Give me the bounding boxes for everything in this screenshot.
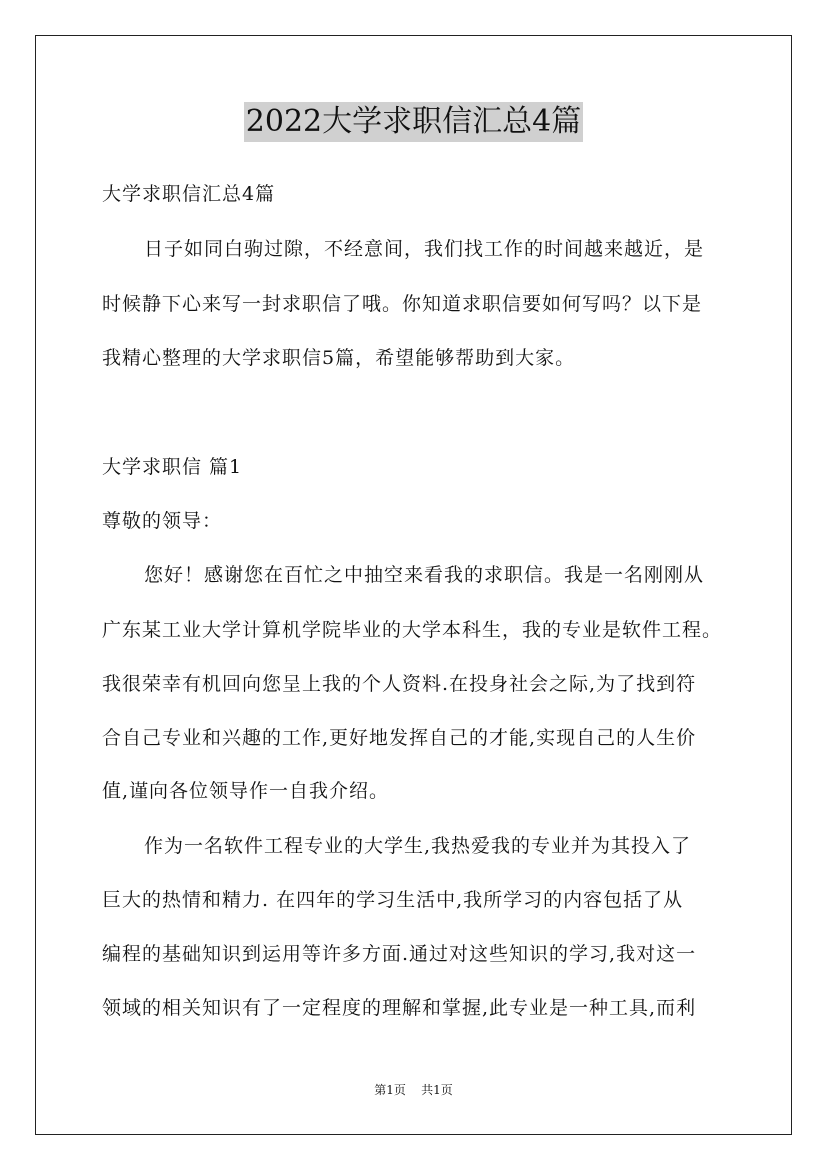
document-title: 2022大学求职信汇总4篇: [244, 102, 583, 142]
para2-line-4: 领域的相关知识有了一定程度的理解和掌握,此专业是一种工具,而利: [102, 997, 697, 1019]
salutation: 尊敬的领导：: [102, 510, 223, 532]
intro-line-3: 我精心整理的大学求职信5篇，希望能够帮助到大家。: [102, 347, 576, 369]
section-heading: 大学求职信 篇1: [102, 456, 243, 478]
para2-line-1: 作为一名软件工程专业的大学生,我热爱我的专业并为其投入了: [144, 835, 692, 857]
para1-line-2: 广东某工业大学计算机学院毕业的大学本科生，我的专业是软件工程。: [102, 619, 723, 641]
para1-line-5: 值,谨向各位领导作一自我介绍。: [102, 780, 390, 802]
page-total: 共1页: [421, 1083, 453, 1097]
page-footer: [0, 1082, 827, 1098]
para1-line-4: 合自己专业和兴趣的工作,更好地发挥自己的才能,实现自己的人生价: [102, 727, 697, 749]
para1-line-3: 我很荣幸有机回向您呈上我的个人资料.在投身社会之际,为了找到符: [102, 673, 697, 695]
para2-line-2: 巨大的热情和精力. 在四年的学习生活中,我所学习的内容包括了从: [102, 889, 684, 911]
para2-line-3: 编程的基础知识到运用等许多方面.通过对这些知识的学习,我对这一: [102, 943, 697, 965]
para1-line-1: 您好！感谢您在百忙之中抽空来看我的求职信。我是一名刚刚从: [144, 564, 705, 586]
intro-line-1: 日子如同白驹过隙，不经意间，我们找工作的时间越来越近，是: [144, 238, 705, 260]
intro-line-2: 时候静下心来写一封求职信了哦。你知道求职信要如何写吗？以下是: [102, 293, 703, 315]
subtitle: 大学求职信汇总4篇: [102, 183, 276, 205]
title-wrapper: [0, 102, 827, 142]
page-number: 第1页: [374, 1083, 406, 1097]
